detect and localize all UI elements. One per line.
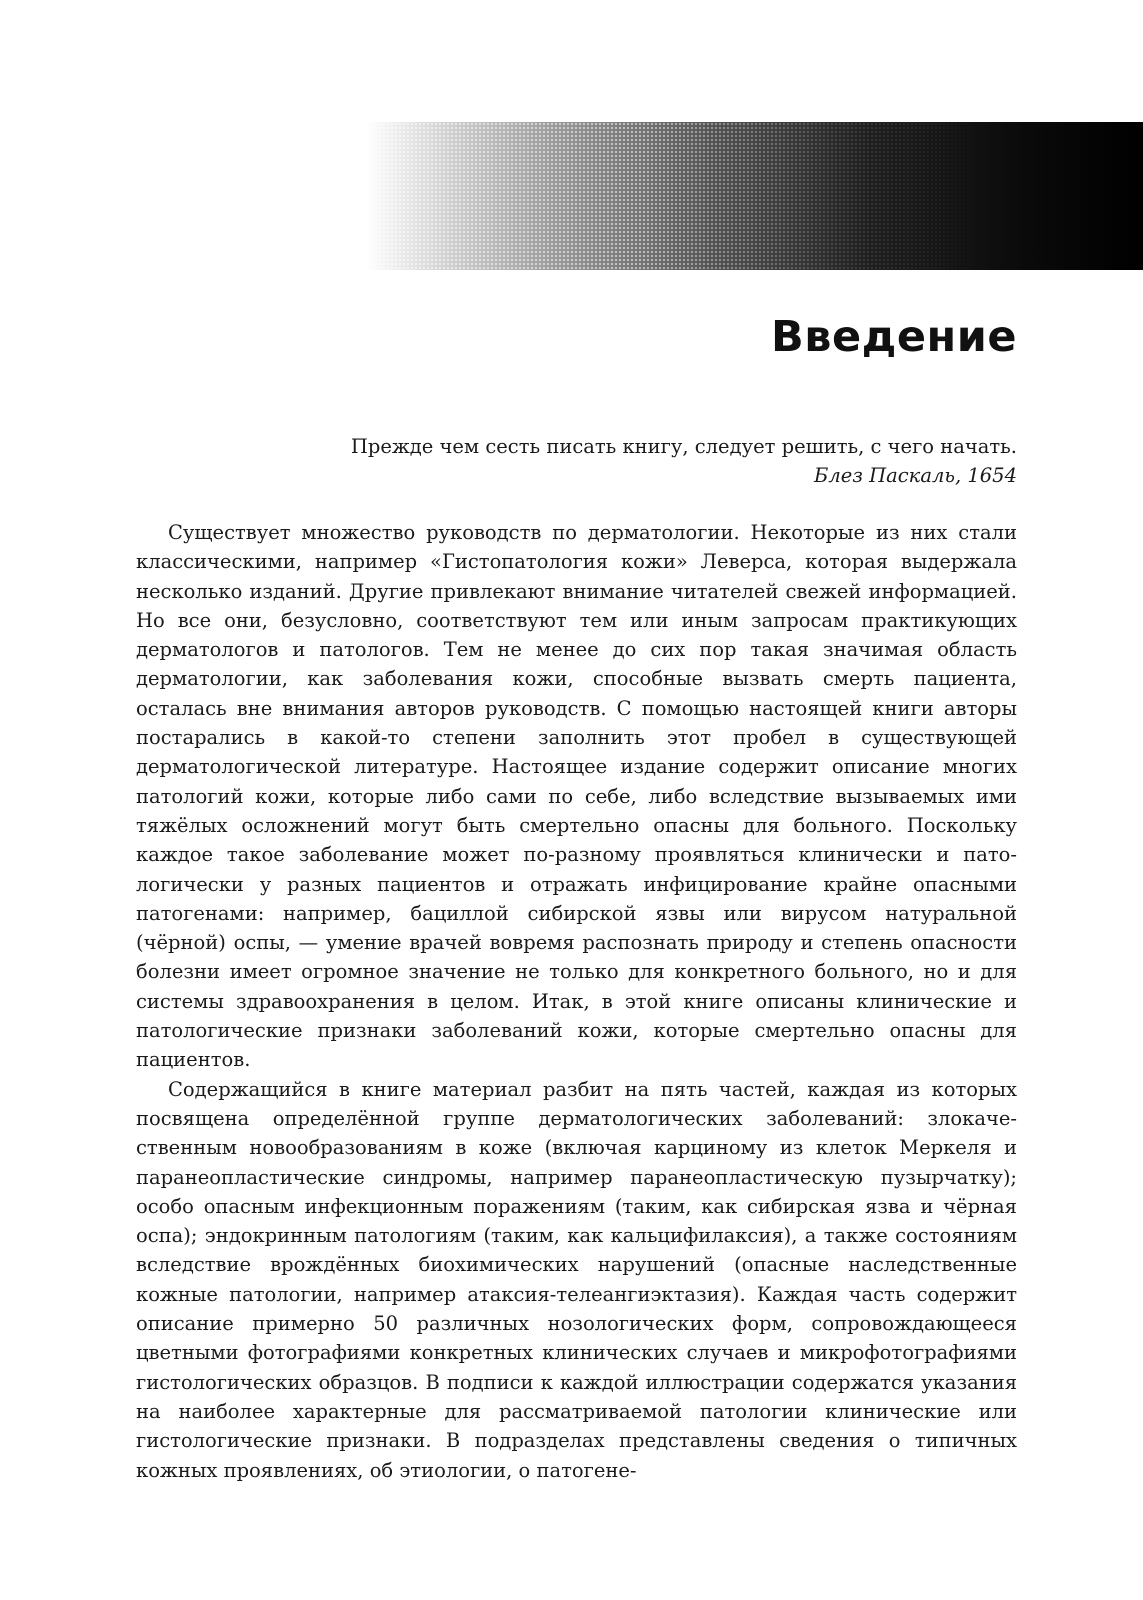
- epigraph-quote: Прежде чем сесть писать книгу, следует решить, с чего начать.: [350, 435, 1017, 458]
- body-paragraph-2: Содержащийся в книге материал разбит на пять частей, каждая из которых посвящена определённой группе дерматологических заболеваний: злокачественным новообразованиям в коже (включая карциному из клеток Меркеля и паранеопластические синдромы, например паранеопластическую пузырчатку); особо опасным инфекционным поражениям (таким, как сибирская язва и чёрная оспа); эндокринным патологиям (таким, как кальцифилаксия), а также состояниям вследствие врождённых биохимических нарушений (опасные наследственные кожные патологии, например атаксия-телеангиэктазия). Каждая часть содержит описание примерно 50 различных нозологических форм, сопровождающееся цветными фотографиями конкретных клинических случаев и микрофотографиями гистологических образцов. В подписи к каждой иллюстрации содержатся указания на наиболее характерные для рассматриваемой патологии клинические или гистологические признаки. В подразделах представлены сведения о типичных кожных проявлениях, об этиологии, о патогене-: [136, 1077, 1017, 1482]
- epigraph-attribution: Блез Паскаль, 1654: [814, 464, 1017, 487]
- chapter-title: Введение: [770, 312, 1017, 362]
- chapter-header-gradient-band: [366, 122, 1143, 270]
- body-paragraph-1: Существует множество руководств по дерматологии. Некоторые из них стали классическими, например «Гистопатология кожи» Леверса, которая выдержала несколько изданий. Другие привлекают внимание читателей свежей информацией. Но все они, безусловно, соответствуют тем или иным запросам практикующих дерматологов и патологов. Тем не менее до сих пор такая значимая область дерматологии, как заболевания кожи, способные вызвать смерть пациента, осталась вне внимания авторов руководств. С помощью настоящей книги авторы постарались в какой-то степени заполнить этот пробел в существующей дерматологической литературе. Настоящее издание содержит описание многих патологий кожи, которые либо сами по себе, либо вследствие вызываемых ими тяжёлых осложнений могут быть смертельно опасны для больного. Поскольку каждое такое заболевание может по-разному проявляться клинически и патологически у разных пациентов и отражать инфицирование крайне опасными патогенами: например, бациллой сибирской язвы или вирусом натуральной (чёрной) оспы, — умение врачей вовремя распознать природу и степень опасности болезни имеет огромное значение не только для конкретного больного, но и для системы здравоохранения в целом. Итак, в этой книге описаны клинические и патологические признаки заболеваний кожи, которые смертельно опасны для пациентов.: [136, 521, 1017, 1072]
- epigraph: [351, 432, 1017, 490]
- body-text: [136, 518, 1017, 1485]
